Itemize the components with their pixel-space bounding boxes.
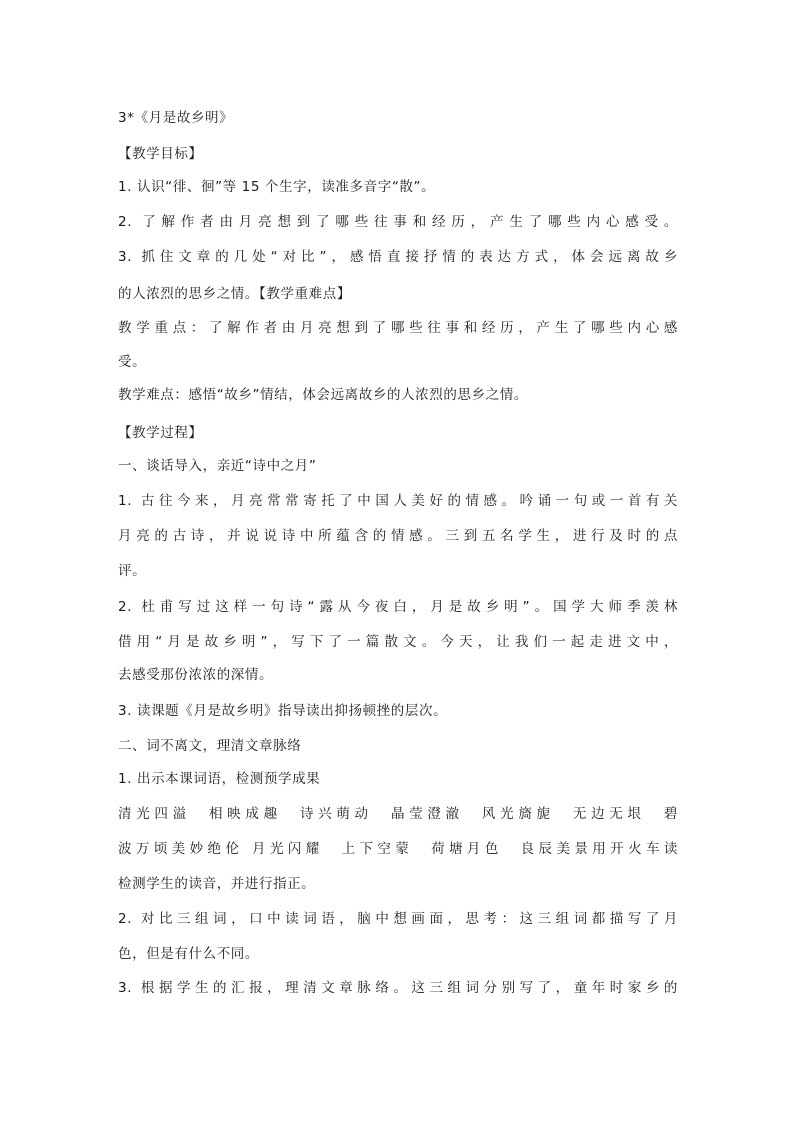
- paragraph-line: 1. 古往今来，月亮常常寄托了中国人美好的情感。吟诵一句或一首有关: [118, 493, 678, 509]
- paragraph-line: 2. 了解作者由月亮想到了哪些往事和经历，产生了哪些内心感受。: [118, 214, 678, 230]
- paragraph-line: 1. 出示本课词语，检测预学成果: [118, 771, 321, 787]
- paragraph-line: 去感受那份浓浓的深情。: [118, 667, 274, 683]
- paragraph-line: 教学重点：了解作者由月亮想到了哪些往事和经历，产生了哪些内心感: [118, 320, 678, 336]
- paragraph-line: 3. 抓住文章的几处“对比”，感悟直接抒情的表达方式，体会远离故乡: [118, 249, 678, 265]
- paragraph-line: 检测学生的读音，并进行指正。: [118, 876, 316, 892]
- paragraph-line: 1. 认识“徘、徊”等 15 个生字，读准多音字“散”。: [118, 179, 436, 195]
- paragraph-line: 月亮的古诗，并说说诗中所蕴含的情感。三到五名学生，进行及时的点: [118, 528, 678, 544]
- paragraph-line: 3. 根据学生的汇报，理清文章脉络。这三组词分别写了，童年时家乡的: [118, 980, 678, 996]
- section-heading-process: 【教学过程】: [118, 425, 203, 441]
- word-list-line: 波万顷美妙绝伦 月光闪耀 上下空蒙 荷塘月色 良辰美景用开火车读: [118, 841, 678, 857]
- section-heading: 二、词不离文，理清文章脉络: [118, 738, 302, 754]
- paragraph-line: 色，但是有什么不同。: [118, 946, 259, 962]
- section-heading-objectives: 【教学目标】: [118, 146, 203, 162]
- section-heading: 一、谈话导入，亲近“诗中之月”: [118, 458, 317, 474]
- paragraph-line: 2. 杜甫写过这样一句诗“露从今夜白，月是故乡明”。国学大师季羡林: [118, 599, 678, 615]
- paragraph-line: 评。: [118, 563, 147, 579]
- word-list-line: 清光四溢 相映成趣 诗兴萌动 晶莹澄澈 风光旖旎 无边无垠 碧: [118, 806, 678, 822]
- paragraph-line: 3. 读课题《月是故乡明》指导读出抑扬顿挫的层次。: [118, 703, 448, 719]
- paragraph-line: 教学难点：感悟“故乡”情结，体会远离故乡的人浓烈的思乡之情。: [118, 387, 528, 403]
- paragraph-line: 2. 对比三组词，口中读词语，脑中想画面，思考：这三组词都描写了月: [118, 911, 678, 927]
- paragraph-line: 借用“月是故乡明”，写下了一篇散文。今天，让我们一起走进文中，: [118, 634, 678, 650]
- document-title: 3*《月是故乡明》: [118, 110, 234, 126]
- paragraph-line: 的人浓烈的思乡之情。【教学重难点】: [118, 286, 351, 302]
- paragraph-line: 受。: [118, 354, 147, 370]
